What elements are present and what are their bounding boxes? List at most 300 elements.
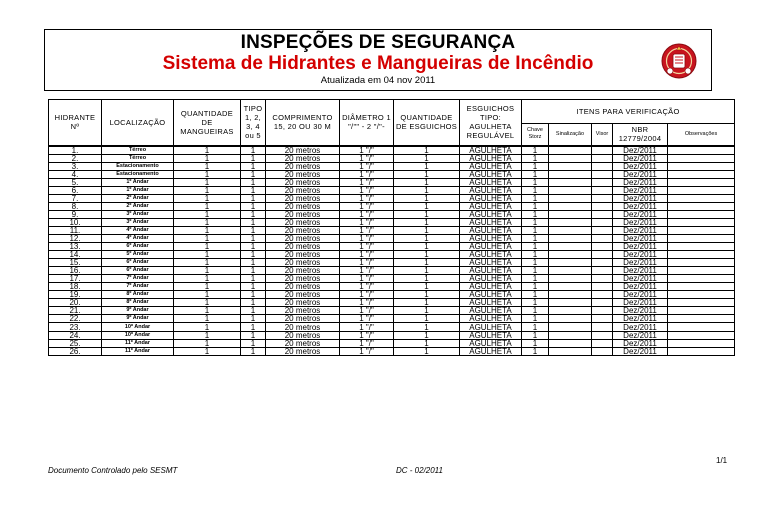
cell-qtd-esguichos: 1 (394, 218, 460, 226)
cell-visor (592, 162, 613, 170)
cell-tipo: 1 (241, 243, 266, 251)
cell-qtd-esguichos: 1 (394, 291, 460, 299)
inspection-table-wrapper (48, 99, 734, 356)
cell-observacoes (668, 218, 735, 226)
cell-sinalizacao (549, 347, 592, 355)
cell-localizacao: 2º Andar (102, 194, 174, 202)
cell-tipo: 1 (241, 146, 266, 155)
cell-qtd-esguichos: 1 (394, 186, 460, 194)
cell-sinalizacao (549, 291, 592, 299)
cell-observacoes (668, 162, 735, 170)
cell-chave-storz: 1 (522, 186, 549, 194)
cell-visor (592, 146, 613, 155)
cell-esguicho-tipo: AGULHETA (460, 186, 522, 194)
cell-chave-storz: 1 (522, 283, 549, 291)
cell-comprimento: 20 metros (266, 186, 340, 194)
cell-hidrante: 8. (49, 202, 102, 210)
cell-hidrante: 9. (49, 210, 102, 218)
cell-qtd-esguichos: 1 (394, 267, 460, 275)
cell-chave-storz: 1 (522, 178, 549, 186)
cell-tipo: 1 (241, 210, 266, 218)
cell-comprimento: 20 metros (266, 234, 340, 242)
cell-sinalizacao (549, 154, 592, 162)
cell-sinalizacao (549, 162, 592, 170)
cell-observacoes (668, 275, 735, 283)
cell-qtd-mangueiras: 1 (174, 226, 241, 234)
cell-qtd-mangueiras: 1 (174, 339, 241, 347)
cell-chave-storz: 1 (522, 226, 549, 234)
cell-qtd-mangueiras: 1 (174, 186, 241, 194)
cell-observacoes (668, 146, 735, 155)
cell-tipo: 1 (241, 307, 266, 315)
cell-qtd-esguichos: 1 (394, 194, 460, 202)
cell-comprimento: 20 metros (266, 251, 340, 259)
cell-esguicho-tipo: AGULHETA (460, 291, 522, 299)
table-row (49, 267, 735, 275)
cell-qtd-esguichos: 1 (394, 275, 460, 283)
cell-qtd-esguichos: 1 (394, 210, 460, 218)
cell-tipo: 1 (241, 154, 266, 162)
cell-hidrante: 26. (49, 347, 102, 355)
cell-localizacao: Estacionamento (102, 162, 174, 170)
cell-esguicho-tipo: AGULHETA (460, 323, 522, 331)
table-row (49, 315, 735, 323)
cell-localizacao: 9º Andar (102, 307, 174, 315)
cell-chave-storz: 1 (522, 154, 549, 162)
cell-nbr: Dez/2011 (613, 170, 668, 178)
cell-qtd-mangueiras: 1 (174, 210, 241, 218)
cell-qtd-mangueiras: 1 (174, 259, 241, 267)
cell-hidrante: 23. (49, 323, 102, 331)
cell-chave-storz: 1 (522, 170, 549, 178)
cell-sinalizacao (549, 186, 592, 194)
table-body (49, 146, 735, 356)
fire-department-emblem-icon (659, 40, 699, 80)
cell-diametro: 1 "/" (340, 194, 394, 202)
cell-comprimento: 20 metros (266, 291, 340, 299)
cell-chave-storz: 1 (522, 347, 549, 355)
cell-hidrante: 19. (49, 291, 102, 299)
table-row (49, 210, 735, 218)
cell-esguicho-tipo: AGULHETA (460, 234, 522, 242)
cell-sinalizacao (549, 178, 592, 186)
cell-visor (592, 251, 613, 259)
cell-chave-storz: 1 (522, 194, 549, 202)
col-visor: Visor (592, 124, 613, 146)
cell-observacoes (668, 291, 735, 299)
cell-diametro: 1 "/" (340, 339, 394, 347)
cell-qtd-mangueiras: 1 (174, 275, 241, 283)
table-row (49, 251, 735, 259)
table-row (49, 299, 735, 307)
cell-qtd-mangueiras: 1 (174, 202, 241, 210)
cell-localizacao: 6º Andar (102, 267, 174, 275)
table-header (49, 100, 735, 146)
cell-qtd-esguichos: 1 (394, 162, 460, 170)
cell-visor (592, 243, 613, 251)
table-row (49, 234, 735, 242)
cell-hidrante: 4. (49, 170, 102, 178)
cell-esguicho-tipo: AGULHETA (460, 299, 522, 307)
cell-qtd-mangueiras: 1 (174, 267, 241, 275)
cell-comprimento: 20 metros (266, 146, 340, 155)
cell-nbr: Dez/2011 (613, 234, 668, 242)
cell-observacoes (668, 323, 735, 331)
cell-qtd-esguichos: 1 (394, 339, 460, 347)
cell-esguicho-tipo: AGULHETA (460, 259, 522, 267)
cell-sinalizacao (549, 251, 592, 259)
cell-visor (592, 259, 613, 267)
cell-localizacao: 6º Andar (102, 259, 174, 267)
cell-observacoes (668, 178, 735, 186)
cell-localizacao: 9º Andar (102, 315, 174, 323)
cell-visor (592, 186, 613, 194)
cell-visor (592, 194, 613, 202)
cell-visor (592, 299, 613, 307)
cell-nbr: Dez/2011 (613, 307, 668, 315)
cell-visor (592, 226, 613, 234)
cell-comprimento: 20 metros (266, 162, 340, 170)
table-row (49, 339, 735, 347)
cell-hidrante: 6. (49, 186, 102, 194)
cell-esguicho-tipo: AGULHETA (460, 243, 522, 251)
cell-comprimento: 20 metros (266, 154, 340, 162)
cell-esguicho-tipo: AGULHETA (460, 331, 522, 339)
cell-hidrante: 7. (49, 194, 102, 202)
cell-sinalizacao (549, 283, 592, 291)
cell-esguicho-tipo: AGULHETA (460, 275, 522, 283)
table-row (49, 307, 735, 315)
cell-nbr: Dez/2011 (613, 251, 668, 259)
cell-nbr: Dez/2011 (613, 275, 668, 283)
cell-nbr: Dez/2011 (613, 315, 668, 323)
cell-observacoes (668, 347, 735, 355)
cell-visor (592, 291, 613, 299)
cell-qtd-mangueiras: 1 (174, 162, 241, 170)
cell-hidrante: 20. (49, 299, 102, 307)
cell-chave-storz: 1 (522, 146, 549, 155)
cell-visor (592, 202, 613, 210)
cell-esguicho-tipo: AGULHETA (460, 267, 522, 275)
cell-diametro: 1 "/" (340, 331, 394, 339)
cell-comprimento: 20 metros (266, 218, 340, 226)
table-row (49, 178, 735, 186)
cell-visor (592, 315, 613, 323)
cell-sinalizacao (549, 210, 592, 218)
cell-hidrante: 22. (49, 315, 102, 323)
cell-hidrante: 17. (49, 275, 102, 283)
cell-localizacao: 7º Andar (102, 275, 174, 283)
cell-hidrante: 2. (49, 154, 102, 162)
cell-visor (592, 267, 613, 275)
cell-qtd-mangueiras: 1 (174, 194, 241, 202)
cell-qtd-mangueiras: 1 (174, 307, 241, 315)
controlled-document-note: Documento Controlado pelo SESMT (48, 466, 178, 475)
table-row (49, 194, 735, 202)
cell-tipo: 1 (241, 251, 266, 259)
cell-chave-storz: 1 (522, 162, 549, 170)
cell-tipo: 1 (241, 347, 266, 355)
cell-observacoes (668, 154, 735, 162)
cell-qtd-esguichos: 1 (394, 315, 460, 323)
cell-hidrante: 18. (49, 283, 102, 291)
cell-tipo: 1 (241, 178, 266, 186)
cell-chave-storz: 1 (522, 275, 549, 283)
cell-qtd-esguichos: 1 (394, 259, 460, 267)
cell-comprimento: 20 metros (266, 178, 340, 186)
cell-comprimento: 20 metros (266, 275, 340, 283)
cell-localizacao: 1º Andar (102, 186, 174, 194)
cell-tipo: 1 (241, 339, 266, 347)
cell-tipo: 1 (241, 283, 266, 291)
cell-qtd-esguichos: 1 (394, 347, 460, 355)
cell-chave-storz: 1 (522, 307, 549, 315)
cell-sinalizacao (549, 243, 592, 251)
cell-comprimento: 20 metros (266, 299, 340, 307)
cell-diametro: 1 "/" (340, 146, 394, 155)
cell-observacoes (668, 170, 735, 178)
cell-localizacao: 4º Andar (102, 226, 174, 234)
cell-qtd-esguichos: 1 (394, 243, 460, 251)
cell-observacoes (668, 234, 735, 242)
cell-chave-storz: 1 (522, 315, 549, 323)
cell-hidrante: 1. (49, 146, 102, 155)
cell-visor (592, 170, 613, 178)
cell-comprimento: 20 metros (266, 283, 340, 291)
cell-qtd-mangueiras: 1 (174, 154, 241, 162)
cell-visor (592, 331, 613, 339)
cell-localizacao: Térreo (102, 154, 174, 162)
cell-qtd-mangueiras: 1 (174, 218, 241, 226)
cell-localizacao: 5º Andar (102, 251, 174, 259)
cell-esguicho-tipo: AGULHETA (460, 347, 522, 355)
cell-nbr: Dez/2011 (613, 194, 668, 202)
document-header (44, 29, 712, 91)
cell-hidrante: 24. (49, 331, 102, 339)
cell-esguicho-tipo: AGULHETA (460, 307, 522, 315)
cell-diametro: 1 "/" (340, 323, 394, 331)
cell-esguicho-tipo: AGULHETA (460, 315, 522, 323)
cell-tipo: 1 (241, 315, 266, 323)
cell-qtd-esguichos: 1 (394, 299, 460, 307)
cell-qtd-esguichos: 1 (394, 170, 460, 178)
cell-qtd-mangueiras: 1 (174, 323, 241, 331)
cell-sinalizacao (549, 267, 592, 275)
cell-sinalizacao (549, 226, 592, 234)
cell-diametro: 1 "/" (340, 283, 394, 291)
cell-nbr: Dez/2011 (613, 347, 668, 355)
cell-tipo: 1 (241, 291, 266, 299)
cell-chave-storz: 1 (522, 259, 549, 267)
cell-comprimento: 20 metros (266, 243, 340, 251)
cell-qtd-esguichos: 1 (394, 154, 460, 162)
col-observacoes: Observações (668, 124, 735, 146)
cell-qtd-mangueiras: 1 (174, 234, 241, 242)
cell-nbr: Dez/2011 (613, 218, 668, 226)
cell-comprimento: 20 metros (266, 315, 340, 323)
cell-comprimento: 20 metros (266, 267, 340, 275)
cell-esguicho-tipo: AGULHETA (460, 146, 522, 155)
cell-diametro: 1 "/" (340, 259, 394, 267)
cell-diametro: 1 "/" (340, 234, 394, 242)
cell-sinalizacao (549, 323, 592, 331)
cell-hidrante: 15. (49, 259, 102, 267)
col-tipo: TIPO 1, 2, 3, 4 ou 5 (241, 100, 266, 146)
cell-comprimento: 20 metros (266, 210, 340, 218)
cell-comprimento: 20 metros (266, 307, 340, 315)
cell-observacoes (668, 283, 735, 291)
cell-qtd-esguichos: 1 (394, 178, 460, 186)
cell-tipo: 1 (241, 275, 266, 283)
cell-nbr: Dez/2011 (613, 202, 668, 210)
col-chave-storz: Chave Storz (522, 124, 549, 146)
cell-nbr: Dez/2011 (613, 283, 668, 291)
cell-chave-storz: 1 (522, 243, 549, 251)
cell-localizacao: 2º Andar (102, 202, 174, 210)
cell-qtd-esguichos: 1 (394, 323, 460, 331)
cell-tipo: 1 (241, 299, 266, 307)
table-row (49, 259, 735, 267)
cell-tipo: 1 (241, 226, 266, 234)
cell-visor (592, 210, 613, 218)
cell-nbr: Dez/2011 (613, 259, 668, 267)
cell-qtd-mangueiras: 1 (174, 146, 241, 155)
cell-esguicho-tipo: AGULHETA (460, 251, 522, 259)
cell-qtd-mangueiras: 1 (174, 331, 241, 339)
document-code: DC - 02/2011 (396, 466, 443, 475)
cell-nbr: Dez/2011 (613, 339, 668, 347)
cell-sinalizacao (549, 194, 592, 202)
cell-nbr: Dez/2011 (613, 210, 668, 218)
cell-tipo: 1 (241, 267, 266, 275)
cell-chave-storz: 1 (522, 251, 549, 259)
cell-qtd-mangueiras: 1 (174, 283, 241, 291)
cell-qtd-esguichos: 1 (394, 307, 460, 315)
cell-localizacao: 3º Andar (102, 218, 174, 226)
cell-comprimento: 20 metros (266, 339, 340, 347)
cell-esguicho-tipo: AGULHETA (460, 202, 522, 210)
cell-chave-storz: 1 (522, 267, 549, 275)
cell-localizacao: Térreo (102, 146, 174, 155)
cell-sinalizacao (549, 234, 592, 242)
col-esguichos-tipo: ESGUICHOS TIPO: AGULHETA REGULÁVEL (460, 100, 522, 146)
cell-diametro: 1 "/" (340, 291, 394, 299)
cell-comprimento: 20 metros (266, 331, 340, 339)
col-hidrante: HIDRANTE Nº (49, 100, 102, 146)
cell-nbr: Dez/2011 (613, 267, 668, 275)
cell-localizacao: 8º Andar (102, 299, 174, 307)
cell-sinalizacao (549, 170, 592, 178)
cell-esguicho-tipo: AGULHETA (460, 210, 522, 218)
cell-visor (592, 323, 613, 331)
table-row (49, 226, 735, 234)
cell-qtd-esguichos: 1 (394, 202, 460, 210)
cell-chave-storz: 1 (522, 218, 549, 226)
cell-diametro: 1 "/" (340, 243, 394, 251)
cell-esguicho-tipo: AGULHETA (460, 218, 522, 226)
cell-nbr: Dez/2011 (613, 186, 668, 194)
cell-diametro: 1 "/" (340, 186, 394, 194)
cell-chave-storz: 1 (522, 210, 549, 218)
cell-observacoes (668, 307, 735, 315)
cell-hidrante: 13. (49, 243, 102, 251)
cell-nbr: Dez/2011 (613, 226, 668, 234)
cell-visor (592, 275, 613, 283)
cell-esguicho-tipo: AGULHETA (460, 283, 522, 291)
cell-nbr: Dez/2011 (613, 291, 668, 299)
cell-esguicho-tipo: AGULHETA (460, 339, 522, 347)
cell-hidrante: 11. (49, 226, 102, 234)
cell-esguicho-tipo: AGULHETA (460, 194, 522, 202)
cell-diametro: 1 "/" (340, 162, 394, 170)
col-qtd-esguichos: QUANTIDADE DE ESGUICHOS (394, 100, 460, 146)
cell-qtd-esguichos: 1 (394, 331, 460, 339)
cell-nbr: Dez/2011 (613, 146, 668, 155)
cell-tipo: 1 (241, 234, 266, 242)
cell-esguicho-tipo: AGULHETA (460, 178, 522, 186)
cell-tipo: 1 (241, 218, 266, 226)
cell-diametro: 1 "/" (340, 347, 394, 355)
cell-chave-storz: 1 (522, 299, 549, 307)
cell-hidrante: 5. (49, 178, 102, 186)
cell-visor (592, 218, 613, 226)
cell-hidrante: 12. (49, 234, 102, 242)
cell-qtd-esguichos: 1 (394, 283, 460, 291)
cell-nbr: Dez/2011 (613, 331, 668, 339)
table-row (49, 154, 735, 162)
cell-sinalizacao (549, 202, 592, 210)
cell-tipo: 1 (241, 331, 266, 339)
cell-localizacao: 11º Andar (102, 339, 174, 347)
page-title: INSPEÇÕES DE SEGURANÇA (240, 32, 516, 53)
cell-visor (592, 178, 613, 186)
cell-qtd-mangueiras: 1 (174, 315, 241, 323)
table-row (49, 218, 735, 226)
cell-chave-storz: 1 (522, 202, 549, 210)
table-row (49, 275, 735, 283)
cell-diametro: 1 "/" (340, 251, 394, 259)
cell-hidrante: 3. (49, 162, 102, 170)
cell-observacoes (668, 251, 735, 259)
cell-visor (592, 154, 613, 162)
cell-nbr: Dez/2011 (613, 243, 668, 251)
cell-qtd-mangueiras: 1 (174, 347, 241, 355)
cell-chave-storz: 1 (522, 331, 549, 339)
col-qtd-mangueiras: QUANTIDADE DE MANGUEIRAS (174, 100, 241, 146)
logo (651, 33, 707, 87)
page-subtitle: Sistema de Hidrantes e Mangueiras de Incêndio (162, 53, 594, 74)
cell-nbr: Dez/2011 (613, 299, 668, 307)
cell-esguicho-tipo: AGULHETA (460, 226, 522, 234)
cell-comprimento: 20 metros (266, 202, 340, 210)
cell-observacoes (668, 243, 735, 251)
cell-hidrante: 14. (49, 251, 102, 259)
cell-localizacao: 1º Andar (102, 178, 174, 186)
cell-qtd-esguichos: 1 (394, 234, 460, 242)
col-sinalizacao: Sinalização (549, 124, 592, 146)
cell-tipo: 1 (241, 162, 266, 170)
cell-diametro: 1 "/" (340, 218, 394, 226)
cell-chave-storz: 1 (522, 323, 549, 331)
cell-sinalizacao (549, 275, 592, 283)
col-comprimento: COMPRIMENTO 15, 20 OU 30 M (266, 100, 340, 146)
cell-sinalizacao (549, 218, 592, 226)
cell-diametro: 1 "/" (340, 307, 394, 315)
cell-nbr: Dez/2011 (613, 323, 668, 331)
cell-sinalizacao (549, 307, 592, 315)
cell-tipo: 1 (241, 323, 266, 331)
cell-visor (592, 339, 613, 347)
